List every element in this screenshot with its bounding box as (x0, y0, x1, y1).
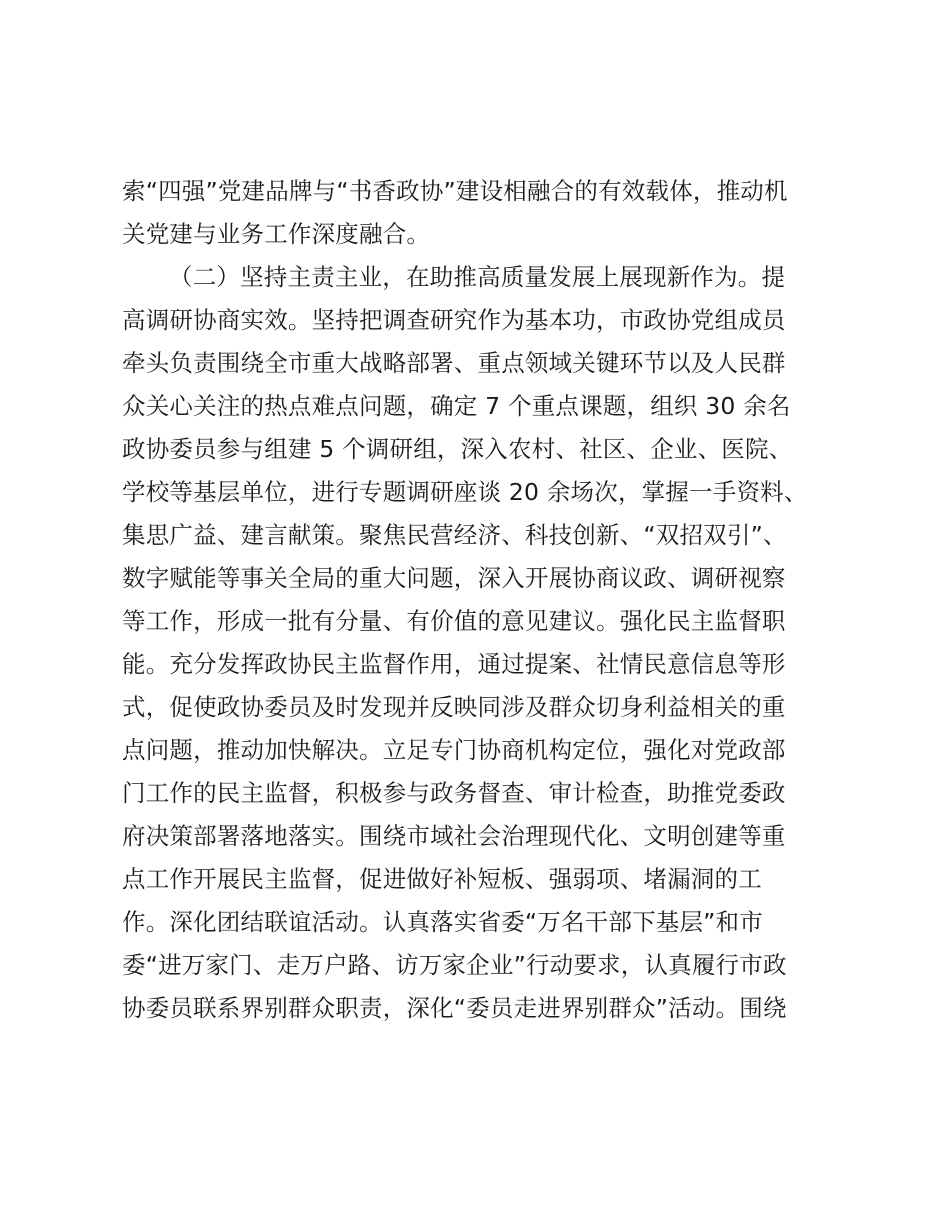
text-line: 集思广益、建言献策。聚焦民营经济、科技创新、“双招双引”、 (122, 521, 787, 549)
text-line: 数字赋能等事关全局的重大问题，深入开展协商议政、调研视察 (122, 564, 786, 592)
text-line: 能。充分发挥政协民主监督作用，通过提案、社情民意信息等形 (122, 650, 786, 678)
text-line: 点工作开展民主监督，促进做好补短板、强弱项、堵漏洞的工 (122, 865, 762, 893)
text-line: 牵头负责围绕全市重大战略部署、重点领域关键环节以及人民群 (122, 349, 786, 377)
body-text (122, 170, 842, 1030)
text-line: 学校等基层单位，进行专题调研座谈 20 余场次，掌握一手资料、 (122, 478, 808, 506)
text-line: 府决策部署落地落实。围绕市域社会治理现代化、文明创建等重 (122, 822, 786, 850)
text-line: 式，促使政协委员及时发现并反映同涉及群众切身利益相关的重 (122, 693, 786, 721)
section-heading-line: （二）坚持主责主业，在助推高质量发展上展现新作为。提 (169, 263, 786, 291)
text-line: 关党建与业务工作深度融合。 (122, 220, 431, 248)
text-line: 委“进万家门、走万户路、访万家企业”行动要求，认真履行市政 (122, 951, 787, 979)
text-line: 协委员联系界别群众职责，深化“委员走进界别群众”活动。围绕 (122, 994, 787, 1022)
text-line: 点问题，推动加快解决。立足专门协商机构定位，强化对党政部 (122, 736, 786, 764)
text-line: 众关心关注的热点难点问题，确定 7 个重点课题，组织 30 余名 (122, 392, 791, 420)
text-line: 等工作，形成一批有分量、有价值的意见建议。强化民主监督职 (122, 607, 786, 635)
text-line: 门工作的民主监督，积极参与政务督查、审计检查，助推党委政 (122, 779, 786, 807)
text-line: 作。深化团结联谊活动。认真落实省委“万名干部下基层”和市 (122, 908, 763, 936)
text-line: 高调研协商实效。坚持把调查研究作为基本功，市政协党组成员 (122, 306, 786, 334)
text-line: 索“四强”党建品牌与“书香政协”建设相融合的有效载体，推动机 (122, 177, 788, 205)
text-line: 政协委员参与组建 5 个调研组，深入农村、社区、企业、医院、 (122, 435, 793, 463)
